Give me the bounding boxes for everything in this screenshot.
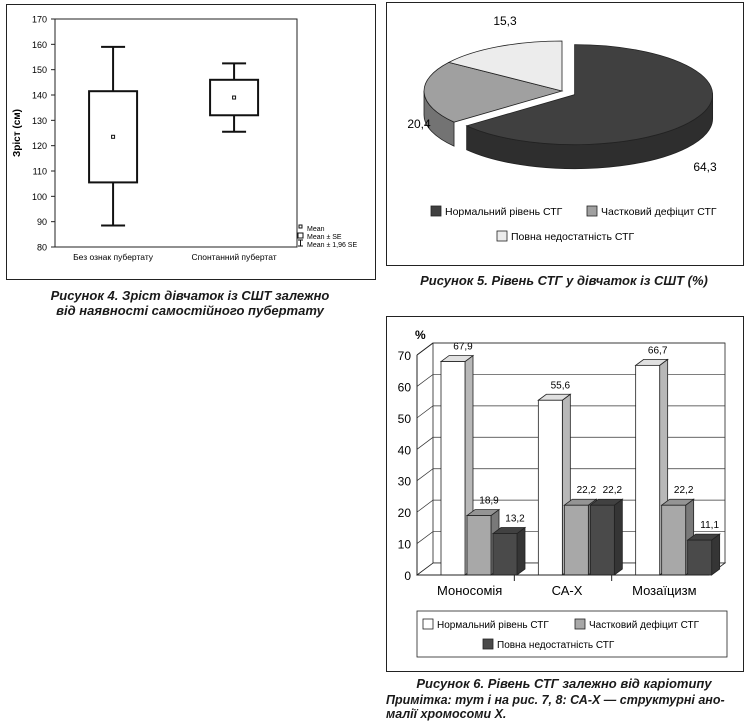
fig5-value-label: 20,4	[407, 117, 431, 131]
fig6-data-label: 55,6	[550, 380, 571, 392]
fig6-legend-swatch	[423, 619, 433, 629]
fig6-data-label: 18,9	[479, 495, 499, 507]
fig6-legend-label: Повна недостатність СТГ	[497, 640, 615, 651]
fig4-ytick-label: 110	[32, 166, 47, 177]
fig5-legend-swatch	[431, 206, 441, 216]
fig5-legend-label: Нормальний рівень СТГ	[445, 206, 563, 218]
fig5-value-label: 64,3	[693, 160, 717, 174]
fig6-ytick-label: 10	[397, 537, 411, 552]
fig6-ytick-label: 30	[397, 474, 411, 489]
figure6-note-line1: Примітка: тут і на рис. 7, 8: СА-Х — структурні ано-	[386, 693, 725, 707]
fig4-legend-mean-marker	[299, 225, 302, 228]
figure4-panel	[6, 4, 376, 280]
fig6-bar-side	[614, 499, 622, 575]
fig6-legend-swatch	[483, 639, 493, 649]
fig4-ytick-label: 80	[36, 242, 47, 253]
fig6-ytick-label: 60	[397, 380, 411, 395]
fig4-ytick-label: 170	[31, 14, 47, 25]
figure5-chart	[387, 3, 743, 265]
fig6-legend-label: Частковий дефіцит СТГ	[589, 620, 700, 631]
fig6-bar	[590, 505, 614, 575]
fig6-bar	[564, 505, 588, 575]
fig6-data-label: 22,2	[602, 485, 623, 497]
fig6-bar	[636, 365, 660, 575]
fig4-legend-se-marker	[298, 233, 303, 238]
fig5-legend-swatch	[587, 206, 597, 216]
figure5-panel	[386, 2, 744, 266]
fig4-ytick-label: 120	[31, 141, 47, 152]
fig6-ylabel: %	[415, 328, 426, 342]
fig6-bar-side	[517, 528, 525, 575]
fig6-bar-side	[712, 534, 720, 575]
fig6-ytick-label: 70	[397, 349, 411, 363]
fig6-data-label: 67,9	[453, 341, 473, 353]
fig4-ytick-label: 130	[31, 115, 47, 126]
figure5-caption: Рисунок 5. Рівень СТГ у дівчаток із СШТ (%)	[420, 273, 708, 288]
fig6-bar	[538, 400, 562, 575]
figure4-caption-line1: Рисунок 4. Зріст дівчаток із СШТ залежно	[50, 288, 330, 303]
fig6-bar	[493, 534, 517, 575]
fig4-legend-label: Mean	[307, 226, 325, 233]
fig4-category-label: Спонтанний пубертат	[191, 252, 277, 262]
fig5-legend-swatch	[497, 231, 507, 241]
fig6-category-label: Мозаїцизм	[632, 583, 697, 598]
figure6-note	[386, 693, 742, 721]
figure4-caption	[6, 288, 374, 318]
fig6-data-label: 11,1	[700, 520, 720, 532]
fig6-data-label: 66,7	[647, 345, 668, 357]
figure6-note-line2: малії хромосоми Х.	[386, 707, 507, 721]
fig5-legend-label: Повна недостатність СТГ	[511, 231, 635, 243]
fig6-bar	[441, 362, 465, 575]
fig4-ytick-label: 140	[31, 90, 47, 101]
fig4-ytick-label: 90	[36, 217, 47, 228]
fig6-category-label: СА-Х	[551, 583, 583, 598]
fig4-ylabel: Зріст (см)	[12, 108, 23, 158]
fig6-bar	[467, 516, 491, 575]
fig6-ytick-label: 0	[404, 569, 411, 583]
fig6-data-label: 13,2	[505, 513, 525, 525]
fig6-bar	[688, 540, 712, 575]
fig6-y-axis	[417, 343, 433, 355]
fig6-ytick-label: 20	[397, 506, 411, 521]
figure6-caption: Рисунок 6. Рівень СТГ залежно від каріотипу	[416, 676, 712, 691]
fig6-bar	[662, 505, 686, 575]
fig4-ytick-label: 160	[31, 39, 47, 50]
fig4-se-box	[210, 80, 258, 115]
figure4-chart	[7, 5, 375, 279]
fig4-ytick-label: 150	[31, 65, 47, 76]
fig4-legend-label: Mean ± 1,96 SE	[307, 242, 358, 249]
fig4-legend-label: Mean ± SE	[307, 234, 342, 241]
figure6-panel	[386, 316, 744, 672]
figure6-chart	[387, 317, 743, 671]
figure4-caption-line2: від наявності самостійного пубертату	[56, 303, 324, 318]
fig4-ytick-label: 100	[31, 191, 47, 202]
fig6-legend-label: Нормальний рівень СТГ	[437, 620, 549, 631]
fig6-data-label: 22,2	[576, 485, 597, 497]
fig6-data-label: 22,2	[673, 485, 694, 497]
fig5-legend-label: Частковий дефіцит СТГ	[601, 206, 717, 218]
fig5-value-label: 15,3	[493, 14, 517, 28]
fig4-se-box	[89, 91, 137, 182]
fig6-legend-swatch	[575, 619, 585, 629]
fig6-category-label: Моносомія	[436, 583, 503, 598]
fig6-ytick-label: 40	[397, 443, 411, 458]
fig6-ytick-label: 50	[397, 411, 411, 426]
fig4-category-label: Без ознак пубертату	[73, 252, 154, 262]
